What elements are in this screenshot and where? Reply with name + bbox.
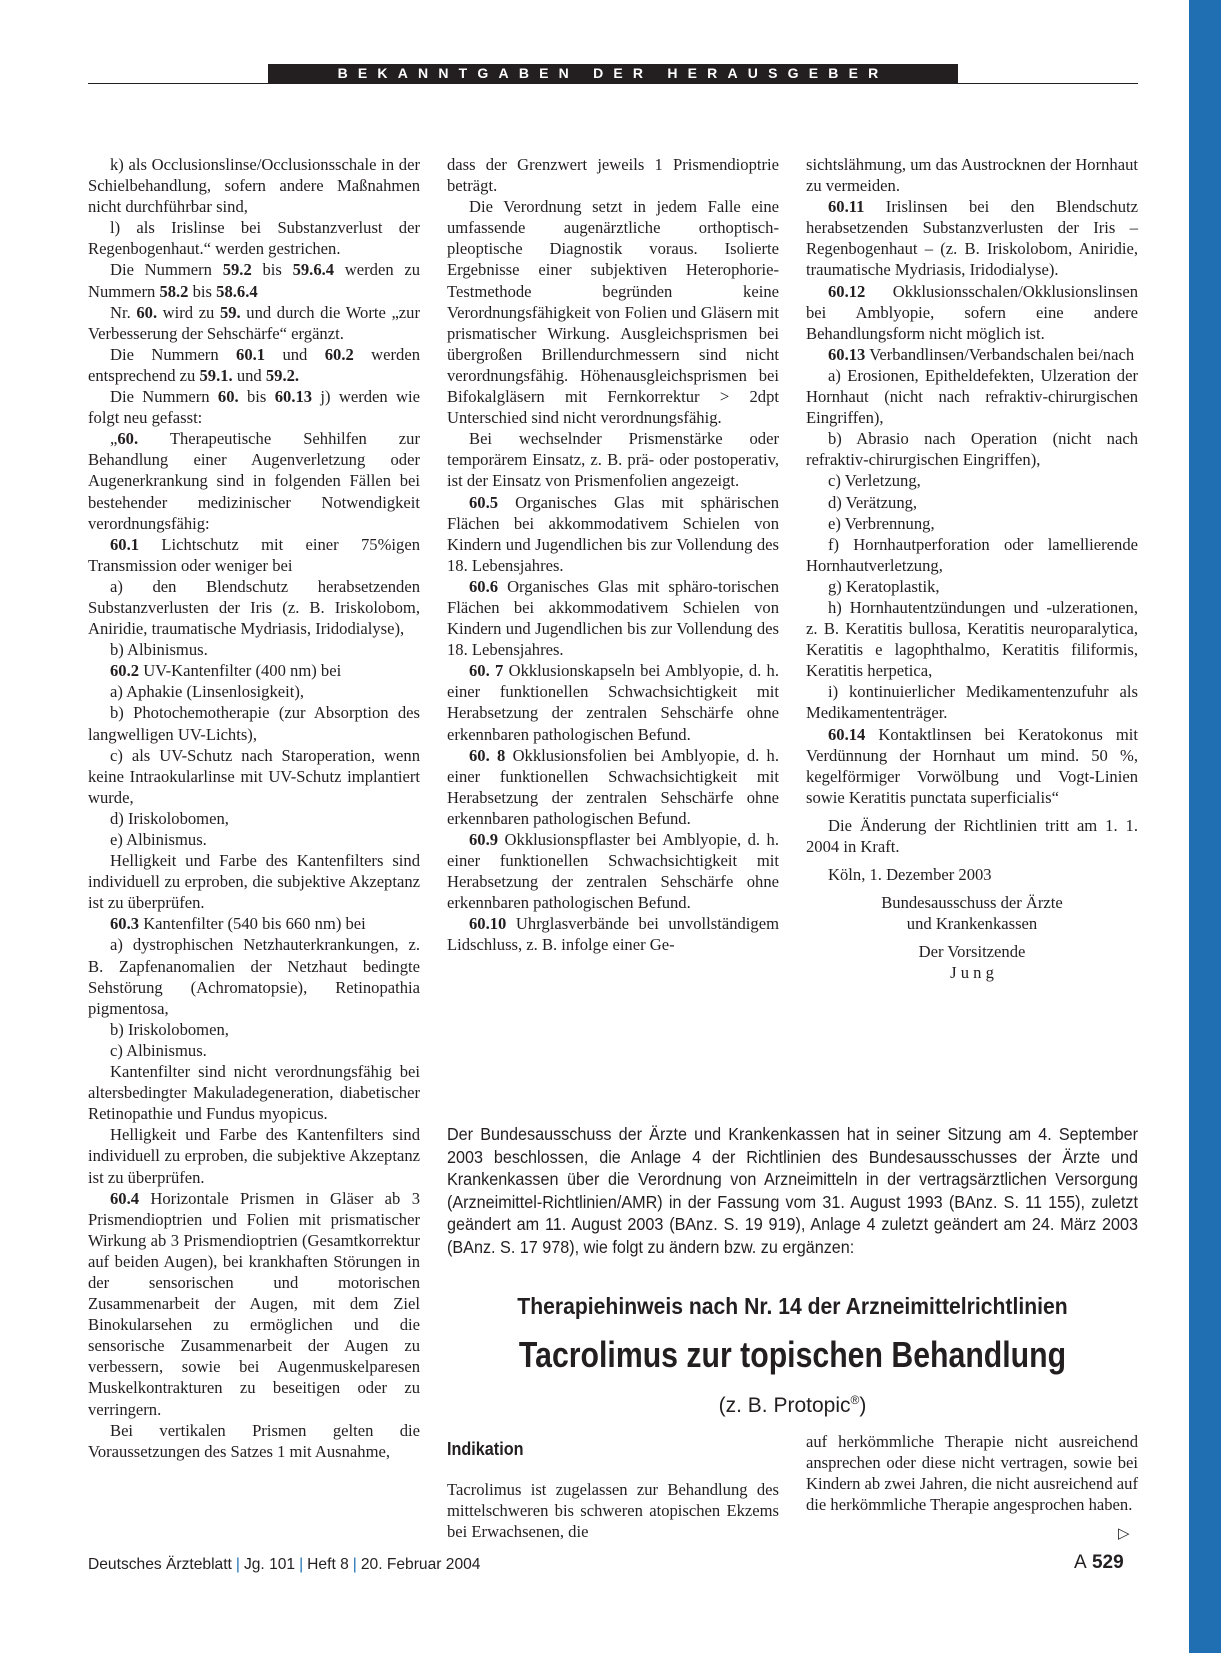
list-item: f) Hornhautperforation oder lamellierende Hornhautverletzung,	[806, 534, 1138, 575]
paragraph: „60. Therapeutische Sehhilfen zur Behandlung einer Augenverletzung oder Augenerkrankung sind in folgenden Fällen bei bestehender medizinischer Notwendigkeit verordnungsfähig:	[88, 429, 420, 533]
paragraph: l) als Irislinse bei Substanzverlust der Regenbogenhaut.“ werden gestrichen.	[88, 218, 420, 259]
list-item: b) Photochemotherapie (zur Absorption des langwelligen UV-Lichts),	[88, 703, 420, 744]
article-subtitle: (z. B. Protopic®)	[718, 1393, 867, 1417]
list-item: d) Iriskolobomen,	[110, 808, 229, 828]
paragraph: Kantenfilter sind nicht verordnungsfähig bei altersbedingter Makuladegeneration, diabetischer Retinopathie und Fundus myopicus.	[88, 1062, 420, 1124]
therapy-heading: Therapiehinweis nach Nr. 14 der Arzneimittelrichtlinien	[517, 1293, 1068, 1319]
paragraph: 60.12 Okklusionsschalen/Okklusionslinsen bei Amblyopie, sofern eine andere Behandlungsform nicht möglich ist.	[806, 281, 1138, 343]
paragraph: Helligkeit und Farbe des Kantenfilters sind individuell zu erproben, die subjektive Akzeptanz ist zu überprüfen.	[88, 851, 420, 913]
issue-date: 20. Februar 2004	[360, 1556, 481, 1573]
list-item: i) kontinuierlicher Medikamentenzufuhr als Medikamententräger.	[806, 682, 1138, 723]
paragraph: Die Verordnung setzt in jedem Falle eine umfassende augenärztliche orthoptisch-pleoptische Diagnostik voraus. Isolierte Ergebnisse einer subjektiven Heterophorie-Testmethode begründen keine Verordnungsfähigkeit von Folien und Gläsern mit prismatischer Wirkung. Ausgleichsprismen bei übergroßen Brillendurchmessern sind nicht verordnungsfähig. Höhenausgleichsprismen bei Bifokalgläsern mit Fernkorrektur > 2dpt Unterschied sind nicht verordnungsfähig.	[447, 197, 779, 428]
list-item: a) Erosionen, Epitheldefekten, Ulzeration der Hornhaut (nicht nach refraktiv-chirurgischen Eingriffen),	[806, 365, 1138, 428]
section-heading: Indikation	[447, 1439, 524, 1459]
list-item: b) Iriskolobomen,	[110, 1019, 229, 1039]
article-title: Tacrolimus zur topischen Behandlung	[518, 1334, 1067, 1375]
paragraph: 60. 7 Okklusionskapseln bei Amblyopie, d. h. einer funktionellen Schwachsichtigkeit mit Herabsetzung der zentralen Sehschärfe ohne erkennbaren pathologischen Befund.	[447, 661, 780, 744]
paragraph: 60.5 Organisches Glas mit sphärischen Flächen bei akkommodativem Schielen von Kindern und Jugendlichen bis zur Vollendung des 18. Lebensjahres.	[447, 492, 779, 575]
paragraph: k) als Occlusionslinse/Occlusionsschale in der Schielbehandlung, sofern andere Maßnahmen nicht durchführbar sind,	[88, 155, 420, 217]
paragraph: sichtslähmung, um das Austrocknen der Hornhaut zu vermeiden.	[806, 155, 1138, 196]
paragraph: 60.13 Verbandlinsen/Verbandschalen bei/nach	[828, 344, 1135, 364]
paragraph: auf herkömmliche Therapie nicht ausreichend ansprechen oder diese nicht vertragen, sowie bei Kindern ab zwei Jahren, die nicht ausreichend auf die herkömmliche Therapie angesprochen haben.	[806, 1432, 1138, 1515]
page-number: A 529	[1074, 1552, 1124, 1573]
list-item: h) Hornhautentzündungen und -ulzerationen, z. B. Keratitis bullosa, Keratitis neuroparalytica, Keratitis e lagophthalmo, Keratitis filiformis, Keratitis herpetica,	[806, 597, 1138, 681]
list-item: b) Abrasio nach Operation (nicht nach refraktiv-chirurgischen Eingriffen),	[806, 429, 1138, 470]
list-item: e) Verbrennung,	[828, 513, 935, 533]
place-date: Köln, 1. Dezember 2003	[828, 865, 992, 885]
paragraph: Die Nummern 60. bis 60.13 j) werden wie folgt neu gefasst:	[88, 387, 420, 428]
volume: Jg. 101	[243, 1556, 296, 1573]
paragraph: 60.9 Okklusionspflaster bei Amblyopie, d. h. einer funktionellen Schwachsichtigkeit mit Herabsetzung der zentralen Sehschärfe ohne erkennbaren pathologischen Befund.	[447, 830, 779, 913]
paragraph: Die Nummern 60.1 und 60.2 werden entsprechend zu 59.1. und 59.2.	[88, 344, 421, 385]
paragraph: 60.4 Horizontale Prismen in Gläser ab 3 Prismendioptrien und Folien mit prismatischer Wirkung ab 3 Prismendioptrien (Gesamtkorrektur auf beiden Augen), bei krankhaften Störungen in der sensorischen und motorischen Zusammenarbeit der Augen, mit dem Ziel Binokularsehen zu ermöglichen und die sensorische Zusammenarbeit der Augen zu verbessern, sowie bei Augenmuskelparesen Muskelkontrakturen zu beseitigen oder zu verringern.	[88, 1188, 420, 1419]
paragraph: 60.14 Kontaktlinsen bei Keratokonus mit Verdünnung der Hornhaut um mind. 50 %, kegelförmiger Vorwölbung und Vogt-Linien sowie Keratitis punctata superficialis“	[806, 724, 1138, 807]
paragraph: 60.3 Kantenfilter (540 bis 660 nm) bei	[110, 914, 366, 934]
list-item: e) Albinismus.	[110, 830, 207, 849]
paragraph: 60.10 Uhrglasverbände bei unvollständigem Lidschluss, z. B. infolge einer Ge-	[447, 914, 779, 955]
paragraph: 60.2 UV-Kantenfilter (400 nm) bei	[110, 661, 342, 681]
section-header-band: BEKANNTGABEN DER HERAUSGEBER	[268, 64, 958, 83]
indication-text-col2	[447, 1479, 779, 1542]
list-item: c) als UV-Schutz nach Staroperation, wenn keine Intraokularlinse mit UV-Schutz implantiert wurde,	[88, 745, 420, 807]
list-item: c) Albinismus.	[110, 1040, 207, 1060]
paragraph: Nr. 60. wird zu 59. und durch die Worte „zur Verbesserung der Sehschärfe“ ergänzt.	[88, 302, 420, 343]
paragraph: 60.11 Irislinsen bei den Blendschutz herabsetzenden Substanzverlusten der Iris – Regenbogenhaut – (z. B. Iriskolobom, Aniridie, traumatische Mydriasis, Iridodialyse).	[806, 197, 1138, 280]
intro-paragraph: Der Bundesausschuss der Ärzte und Krankenkassen hat in seiner Sitzung am 4. September 2003 beschlossen, die Anlage 4 der Richtlinien des Bundesausschusses der Ärzte und Krankenkassen über die Verordnung von Arzneimitteln in der vertragsärztlichen Versorgung (Arzneimittel-Richtlinien/AMR) in der Fassung vom 31. August 1993 (BAnz. S. 11 155), zuletzt geändert am 11. August 2003 (BAnz. S. 19 919), Anlage 4 zuletzt geändert am 24. März 2003 (BAnz. S. 17 978), wie folgt zu ändern bzw. zu ergänzen:	[447, 1124, 1138, 1257]
list-item: a) den Blendschutz herabsetzenden Substanzverlusten der Iris (z. B. Iriskolobom, Aniridie, traumatische Mydriasis, Iridodialyse),	[88, 576, 420, 639]
paragraph: Tacrolimus ist zugelassen zur Behandlung des mittelschweren bis schweren atopischen Ekzems bei Erwachsenen, die	[447, 1480, 779, 1542]
signature-org: Bundesausschuss der Ärzte	[881, 893, 1063, 913]
issue: Heft 8	[307, 1556, 349, 1573]
page-edge-color-bar	[1189, 0, 1221, 1653]
paragraph: Die Änderung der Richtlinien tritt am 1. 1. 2004 in Kraft.	[806, 815, 1138, 856]
list-item: c) Verletzung,	[828, 471, 921, 491]
journal-name: Deutsches Ärzteblatt	[88, 1556, 232, 1573]
paragraph: 60. 8 Okklusionsfolien bei Amblyopie, d. h. einer funktionellen Schwachsichtigkeit mit Herabsetzung der zentralen Sehschärfe ohne erkennbaren pathologischen Befund.	[447, 745, 779, 828]
paragraph: Helligkeit und Farbe des Kantenfilters sind individuell zu erproben, die subjektive Akzeptanz ist zu überprüfen.	[88, 1125, 420, 1187]
list-item: b) Albinismus.	[110, 640, 208, 660]
paragraph: Bei wechselnder Prismenstärke oder temporärem Einsatz, z. B. prä- oder postoperativ, ist der Einsatz von Prismenfolien angezeigt.	[447, 429, 779, 491]
signature-org: und Krankenkassen	[906, 914, 1038, 934]
header-rule	[88, 83, 1138, 84]
indication-text-col3	[806, 1431, 1138, 1515]
list-item: g) Keratoplastik,	[828, 576, 940, 596]
list-item: a) dystrophischen Netzhauterkrankungen, z. B. Zapfenanomalien der Netzhaut bedingte Sehstörung (Achromatopsie), Retinopathia pigmentosa,	[88, 935, 420, 1018]
triangle-right-icon: ▷	[1118, 1524, 1130, 1542]
signature-name: J u n g	[950, 963, 994, 983]
paragraph: Bei vertikalen Prismen gelten die Voraussetzungen des Satzes 1 mit Ausnahme,	[88, 1420, 420, 1461]
text-column-2	[447, 154, 779, 956]
text-column-3	[806, 154, 1138, 984]
paragraph: 60.6 Organisches Glas mit sphäro-torischen Flächen bei akkommodativem Schielen von Kindern und Jugendlichen bis zur Vollendung des 18. Lebensjahres.	[447, 576, 779, 660]
registered-mark: ®	[850, 1393, 860, 1407]
paragraph: dass der Grenzwert jeweils 1 Prismendioptrie beträgt.	[447, 155, 779, 196]
signature-role: Der Vorsitzende	[918, 942, 1026, 962]
paragraph: Die Nummern 59.2 bis 59.6.4 werden zu Nummern 58.2 bis 58.6.4	[88, 260, 421, 301]
footer-citation: Deutsches Ärzteblatt | Jg. 101 | Heft 8 | 20. Februar 2004	[88, 1556, 481, 1573]
text-column-1	[88, 154, 420, 1462]
paragraph: 60.1 Lichtschutz mit einer 75%igen Transmission oder weniger bei	[88, 534, 420, 575]
list-item: a) Aphakie (Linsenlosigkeit),	[110, 682, 305, 702]
list-item: d) Verätzung,	[828, 492, 918, 512]
